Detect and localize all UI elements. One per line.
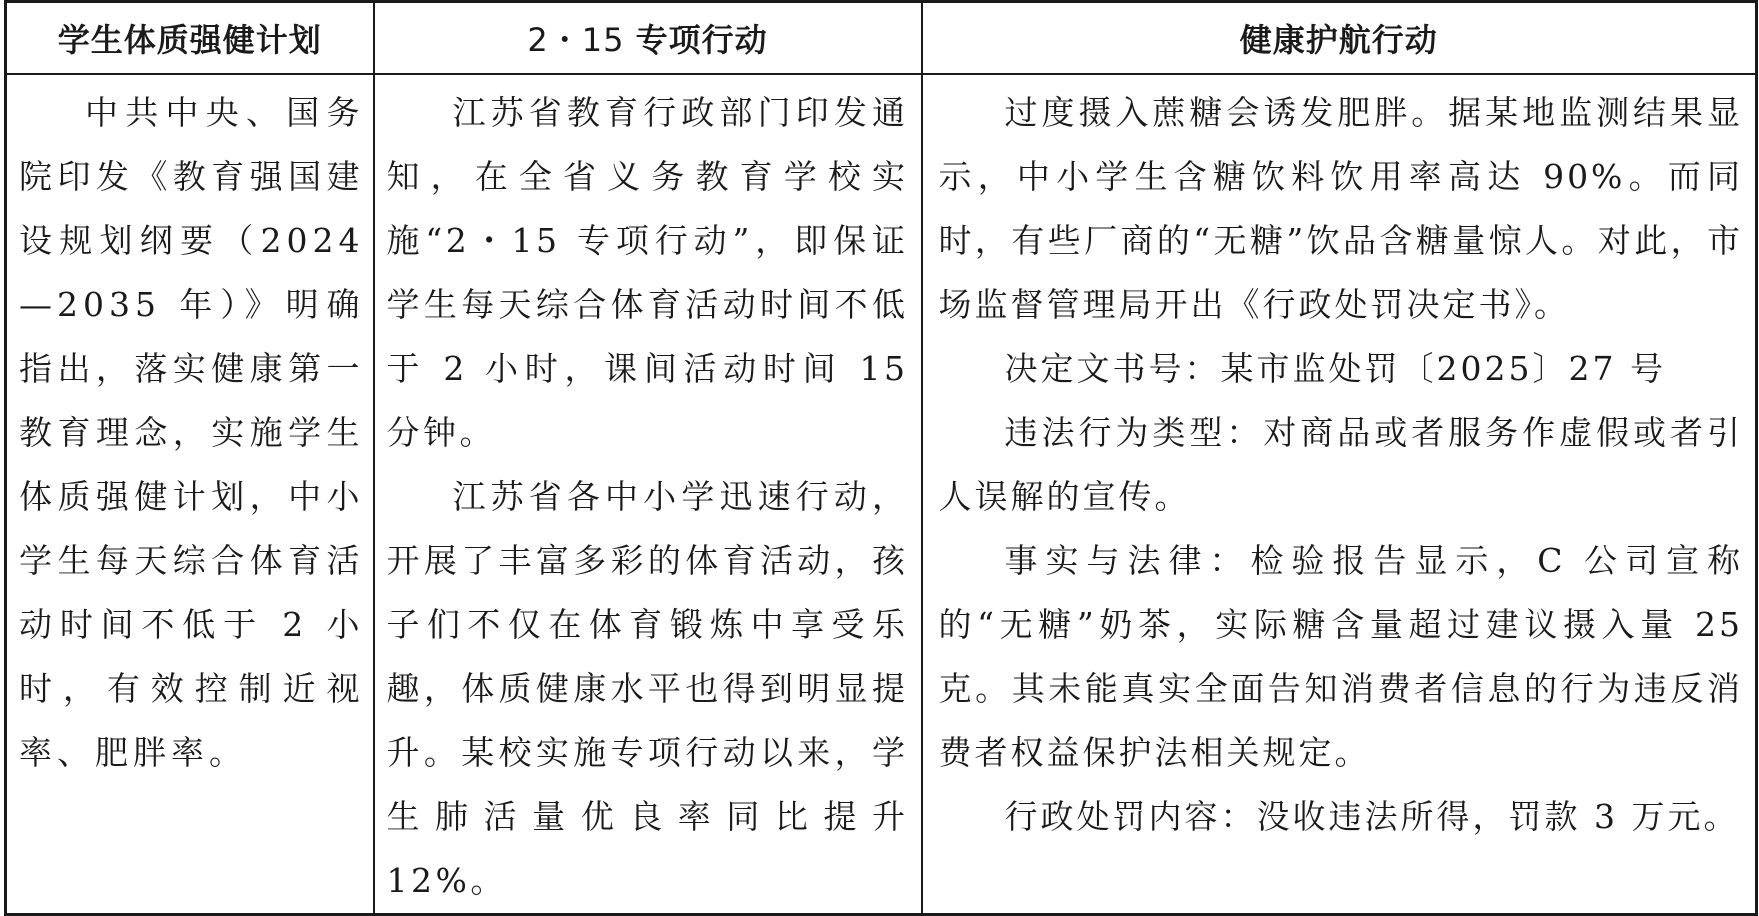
policy-comparison-table: [4, 0, 1758, 916]
header-2-15-rest: 专项行动: [635, 21, 768, 59]
col3-paragraph-violation-type: 违法行为类型：对商品或者服务作虚假或者引人误解的宣传。: [938, 413, 1743, 516]
col1-paragraph-1: 中共中央、国务院印发《教育强国建设规划纲要（2024—2035 年）》明确指出，落实健康第一教育理念，实施学生体质强健计划，中小学生每天综合体育活动时间不低于 2 小时，有效控制近视率、肥胖率。: [19, 93, 365, 772]
col3-paragraph-intro: 过度摄入蔗糖会诱发肥胖。据某地监测结果显示，中小学生含糖饮料饮用率高达 90%。而同时，有些厂商的“无糖”饮品含糖量惊人。对此，市场监督管理局开出《行政处罚决定书》。: [938, 93, 1743, 324]
col2-paragraph-1: 江苏省教育行政部门印发通知，在全省义务教育学校实施“2・15 专项行动”，即保证学生每天综合体育活动时间不低于 2 小时，课间活动时间 15 分钟。: [386, 93, 909, 452]
cell-health-escort-action: [922, 74, 1757, 915]
body-row: [6, 74, 1757, 915]
cell-2-15-action: [374, 74, 922, 915]
header-student-fitness-plan: 学生体质强健计划: [6, 2, 374, 75]
col3-paragraph-penalty: 行政处罚内容：没收违法所得，罚款 3 万元。: [1004, 797, 1740, 836]
header-health-escort-action: 健康护航行动: [922, 2, 1757, 75]
col2-paragraph-2: 江苏省各中小学迅速行动，开展了丰富多彩的体育活动，孩子们不仅在体育锻炼中享受乐趣，体质健康水平也得到明显提升。某校实施专项行动以来，学生肺活量优良率同比提升 12%。: [386, 477, 909, 900]
col3-paragraph-facts-law: 事实与法律：检验报告显示，C 公司宣称的“无糖”奶茶，实际糖含量超过建议摄入量 25 克。其未能真实全面告知消费者信息的行为违反消费者权益保护法相关规定。: [938, 541, 1743, 772]
header-2-15-prefix: 2・15: [527, 21, 636, 59]
header-row: [6, 2, 1757, 75]
header-2-15-action: [374, 2, 922, 75]
cell-student-fitness-plan: [6, 74, 374, 915]
col3-paragraph-doc-number: 决定文书号：某市监处罚〔2025〕27 号: [1004, 349, 1666, 388]
